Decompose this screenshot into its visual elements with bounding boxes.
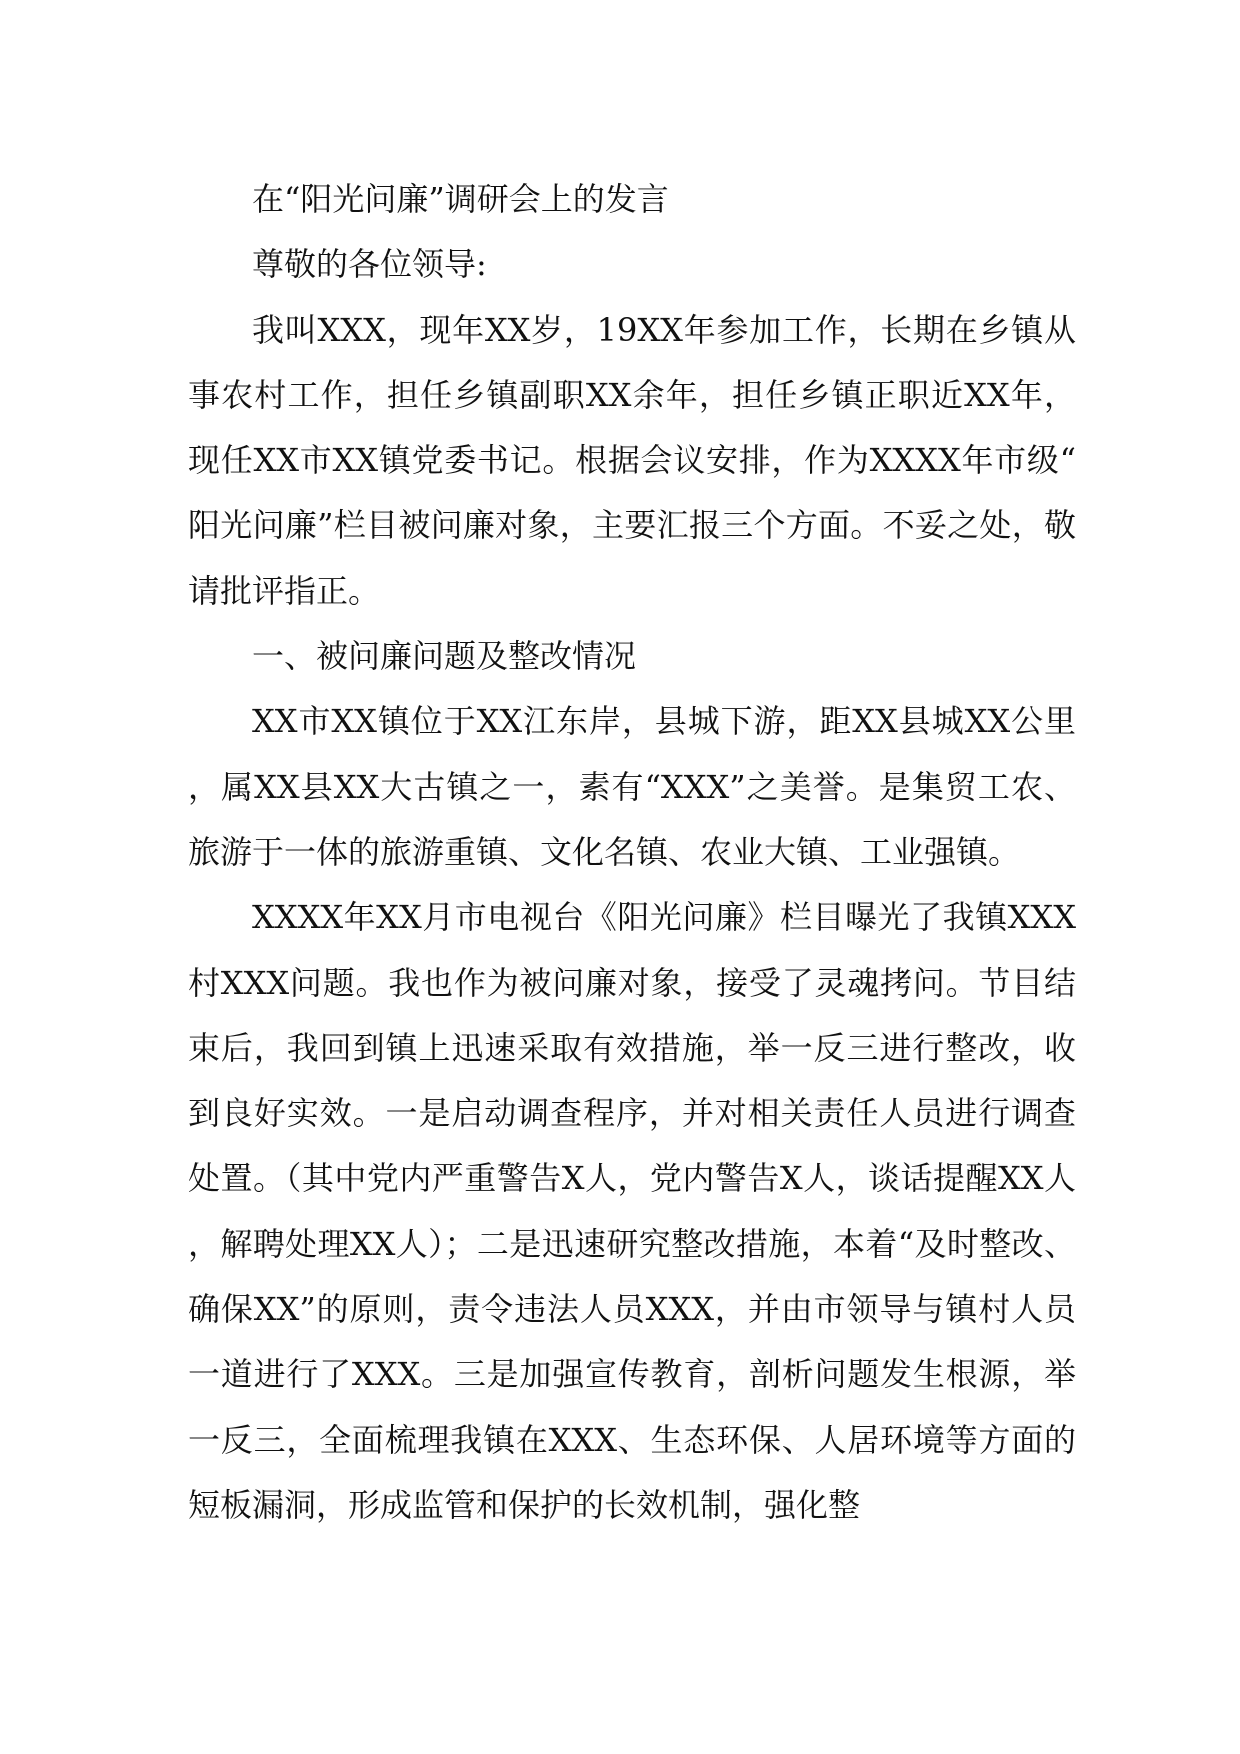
paragraph-town-overview: XX市XX镇位于XX江东岸，县城下游，距XX县城XX公里，属XX县XX大古镇之一，素有“XXX”之美誉。是集贸工农、旅游于一体的旅游重镇、文化名镇、农业大镇、工业强镇。: [188, 702, 1076, 871]
document-body: [188, 167, 1076, 1538]
paragraph-introduction: 我叫XXX，现年XX岁，19XX年参加工作，长期在乡镇从事农村工作，担任乡镇副职XX余年，担任乡镇正职近XX年，现任XX市XX镇党委书记。根据会议安排，作为XXXX年市级“阳光问廉”栏目被问廉对象，主要汇报三个方面。不妥之处，敬请批评指正。: [188, 310, 1076, 610]
paragraph-rectification: XXXX年XX月市电视台《阳光问廉》栏目曝光了我镇XXX村XXX问题。我也作为被问廉对象，接受了灵魂拷问。节目结束后，我回到镇上迅速采取有效措施，举一反三进行整改，收到良好实效。一是启动调查程序，并对相关责任人员进行调查处置。（其中党内严重警告X人，党内警告X人，谈话提醒XX人，解聘处理XX人）；二是迅速研究整改措施，本着“及时整改、确保XX”的原则，责令违法人员XXX，并由市领导与镇村人员一道进行了XXX。三是加强宣传教育，剖析问题发生根源，举一反三，全面梳理我镇在XXX、生态环保、人居环境等方面的短板漏洞，形成监管和保护的长效机制，强化整: [188, 898, 1076, 1524]
section-heading-1: 一、被问廉问题及整改情况: [252, 637, 637, 676]
document-title: 在“阳光问廉”调研会上的发言: [252, 180, 669, 218]
salutation: 尊敬的各位领导:: [252, 245, 487, 284]
